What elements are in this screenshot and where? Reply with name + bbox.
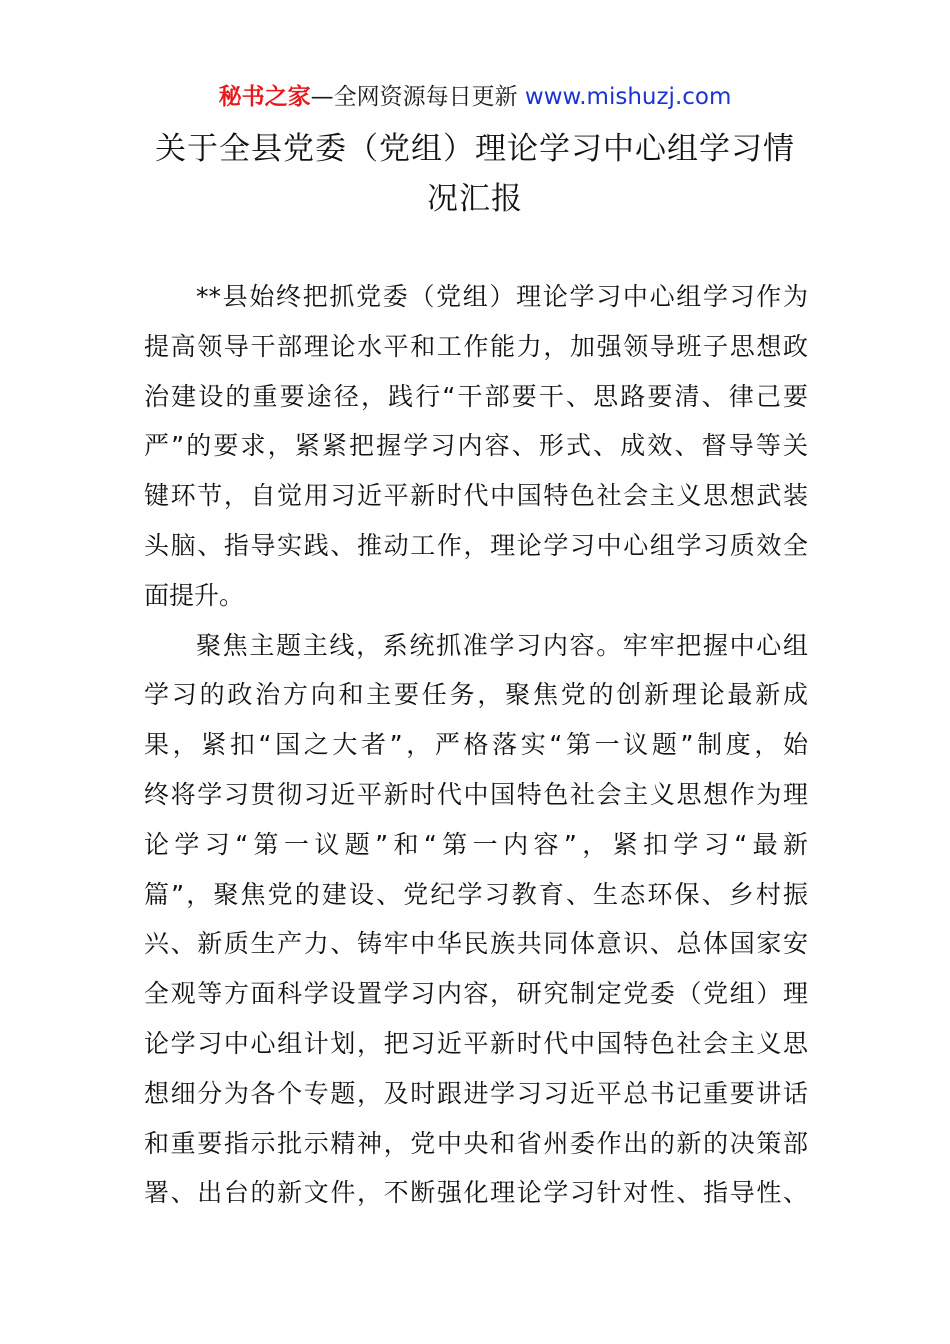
text-line: 想细分为各个专题，及时跟进学习习近平总书记重要讲话 xyxy=(144,1078,808,1108)
brand-name: 秘书之家 xyxy=(218,84,311,110)
text-line: 果，紧扣“国之大者”，严格落实“第一议题”制度，始 xyxy=(144,730,808,760)
text-line: 提高领导干部理论水平和工作能力，加强领导班子思想政 xyxy=(144,331,808,361)
text-line: 严”的要求，紧紧把握学习内容、形式、成效、督导等关 xyxy=(144,431,808,461)
text-line: 学习的政治方向和主要任务，聚焦党的创新理论最新成 xyxy=(144,680,808,710)
title-line: 况汇报 xyxy=(427,181,523,217)
text-line: 兴、新质生产力、铸牢中华民族共同体意识、总体国家安 xyxy=(144,929,808,959)
title-line: 关于全县党委（党组）理论学习中心组学习情 xyxy=(155,131,795,167)
text-line: 聚焦主题主线，系统抓准学习内容。牢牢把握中心组 xyxy=(196,630,808,660)
text-line: 署、出台的新文件，不断强化理论学习针对性、指导性、 xyxy=(144,1178,808,1208)
text-line: 篇”，聚焦党的建设、党纪学习教育、生态环保、乡村振 xyxy=(144,879,808,909)
text-line: 头脑、指导实践、推动工作，理论学习中心组学习质效全 xyxy=(144,530,808,560)
document-body xyxy=(144,272,808,1218)
site-header xyxy=(0,80,950,114)
site-url-link[interactable]: www.mishuzj.com xyxy=(524,84,732,110)
text-line: 论学习“第一议题”和“第一内容”，紧扣学习“最新 xyxy=(144,829,808,859)
text-line: **县始终把抓党委（党组）理论学习中心组学习作为 xyxy=(196,282,808,311)
paragraph-intro xyxy=(144,272,808,621)
document-title xyxy=(140,124,810,224)
text-line: 面提升。 xyxy=(144,580,245,610)
paragraph-study-content xyxy=(144,621,808,1219)
text-line: 全观等方面科学设置学习内容，研究制定党委（党组）理 xyxy=(144,979,808,1009)
header-tagline: —全网资源每日更新 xyxy=(310,84,518,110)
text-line: 论学习中心组计划，把习近平新时代中国特色社会主义思 xyxy=(144,1028,808,1058)
text-line: 和重要指示批示精神，党中央和省州委作出的新的决策部 xyxy=(144,1128,808,1158)
text-line: 键环节，自觉用习近平新时代中国特色社会主义思想武装 xyxy=(144,481,808,511)
text-line: 治建设的重要途径，践行“干部要干、思路要清、律己要 xyxy=(144,381,808,411)
text-line: 终将学习贯彻习近平新时代中国特色社会主义思想作为理 xyxy=(144,779,808,809)
